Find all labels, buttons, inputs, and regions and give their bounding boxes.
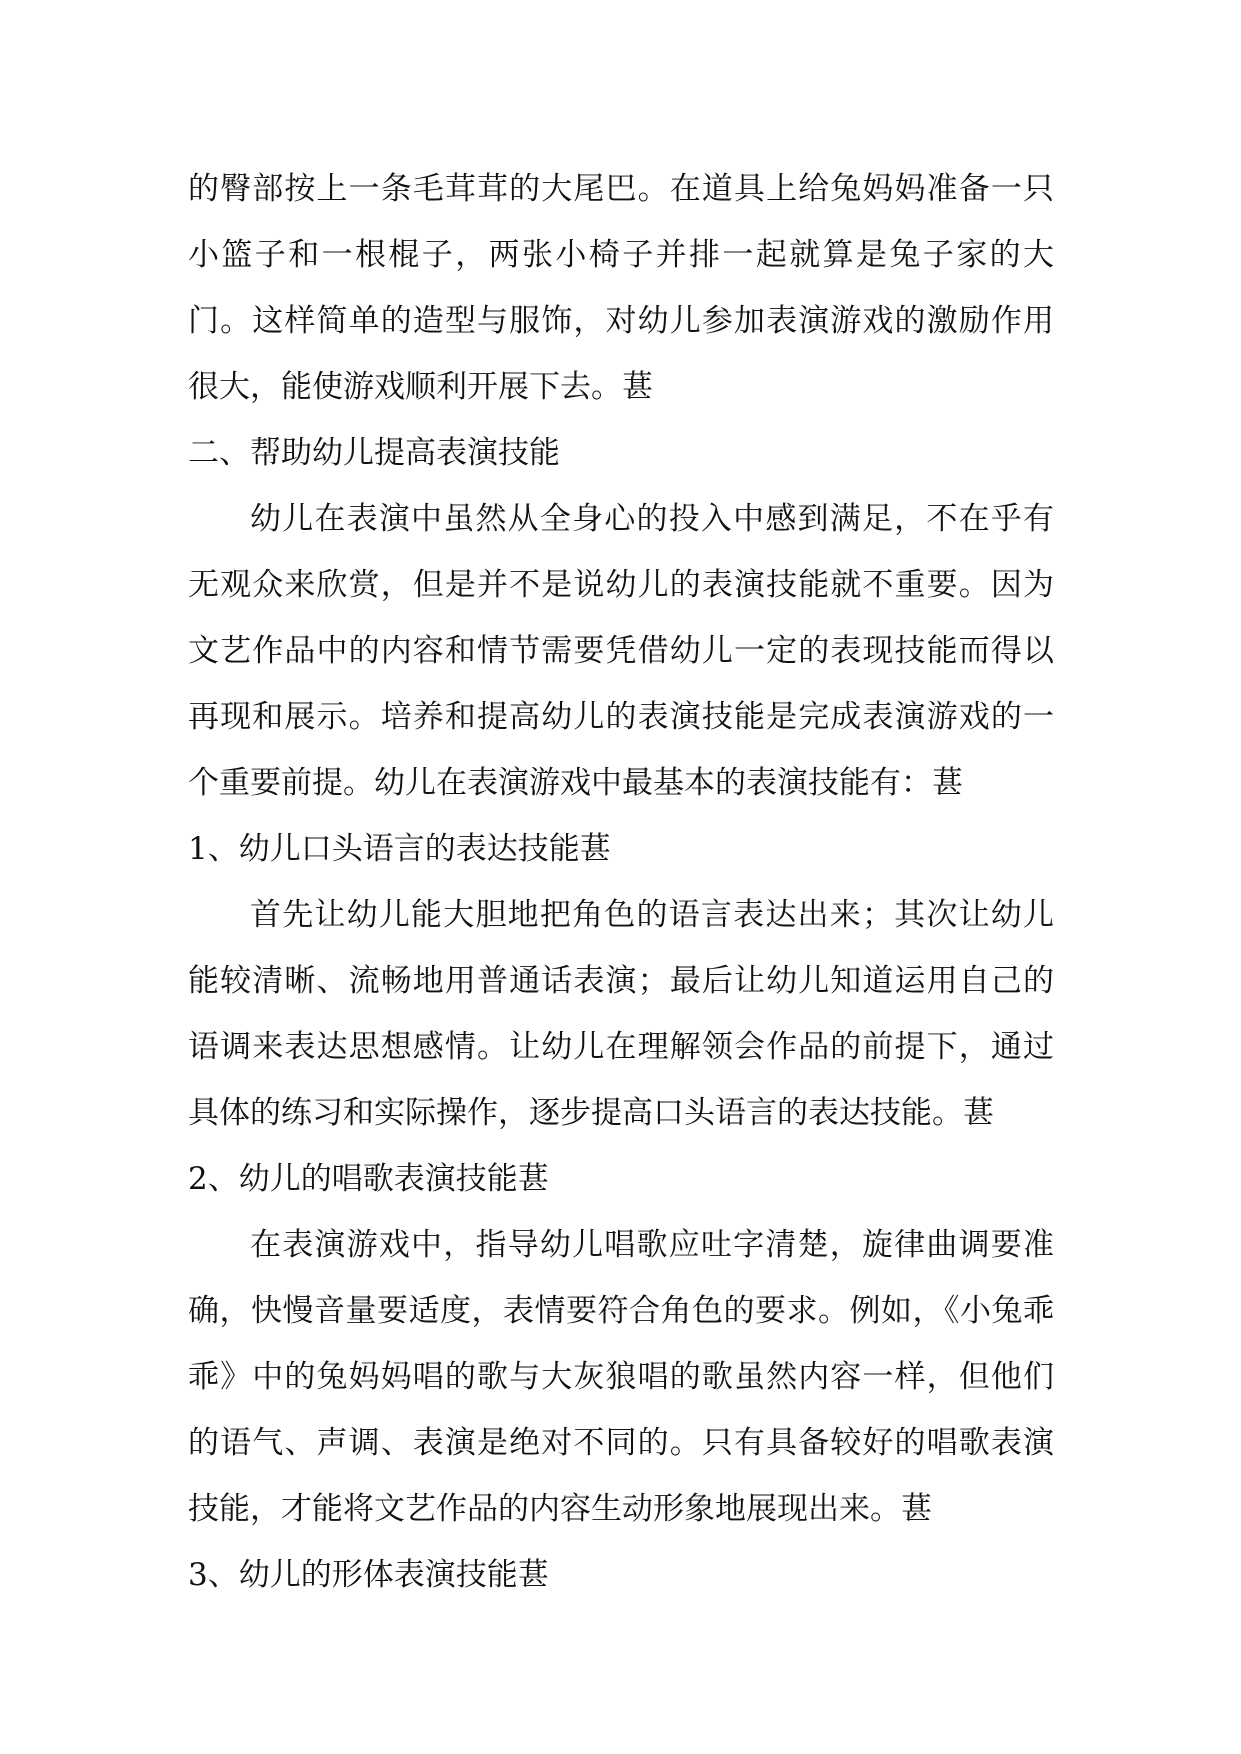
paragraph-performance-skills: 幼儿在表演中虽然从全身心的投入中感到满足，不在乎有无观众来欣赏，但是并不是说幼儿的表演技能就不重要。因为文艺作品中的内容和情节需要凭借幼儿一定的表现技能而得以再现和展示。培养和提高幼儿的表演技能是完成表演游戏的一个重要前提。幼儿在表演游戏中最基本的表演技能有：葚 bbox=[188, 501, 1054, 801]
subheading-2: 2、幼儿的唱歌表演技能葚 bbox=[188, 1161, 549, 1197]
paragraph-oral-language: 首先让幼儿能大胆地把角色的语言表达出来；其次让幼儿能较清晰、流畅地用普通话表演；最后让幼儿知道运用自己的语调来表达思想感情。让幼儿在理解领会作品的前提下，通过具体的练习和实际操作，逐步提高口头语言的表达技能。葚 bbox=[188, 897, 1054, 1131]
paragraph-singing: 在表演游戏中，指导幼儿唱歌应吐字清楚，旋律曲调要准确，快慢音量要适度，表情要符合角色的要求。例如，《小兔乖乖》中的兔妈妈唱的歌与大灰狼唱的歌虽然内容一样，但他们的语气、声调、表演是绝对不同的。只有具备较好的唱歌表演技能，才能将文艺作品的内容生动形象地展现出来。葚 bbox=[188, 1227, 1054, 1527]
section-heading-2: 二、帮助幼儿提高表演技能 bbox=[188, 435, 560, 471]
subheading-1: 1、幼儿口头语言的表达技能葚 bbox=[188, 831, 611, 867]
subheading-3: 3、幼儿的形体表演技能葚 bbox=[188, 1557, 549, 1593]
paragraph-continuation: 的臀部按上一条毛茸茸的大尾巴。在道具上给兔妈妈准备一只小篮子和一根棍子，两张小椅子并排一起就算是兔子家的大门。这样简单的造型与服饰，对幼儿参加表演游戏的激励作用很大，能使游戏顺利开展下去。葚 bbox=[188, 171, 1054, 405]
document-body bbox=[188, 156, 1054, 1608]
